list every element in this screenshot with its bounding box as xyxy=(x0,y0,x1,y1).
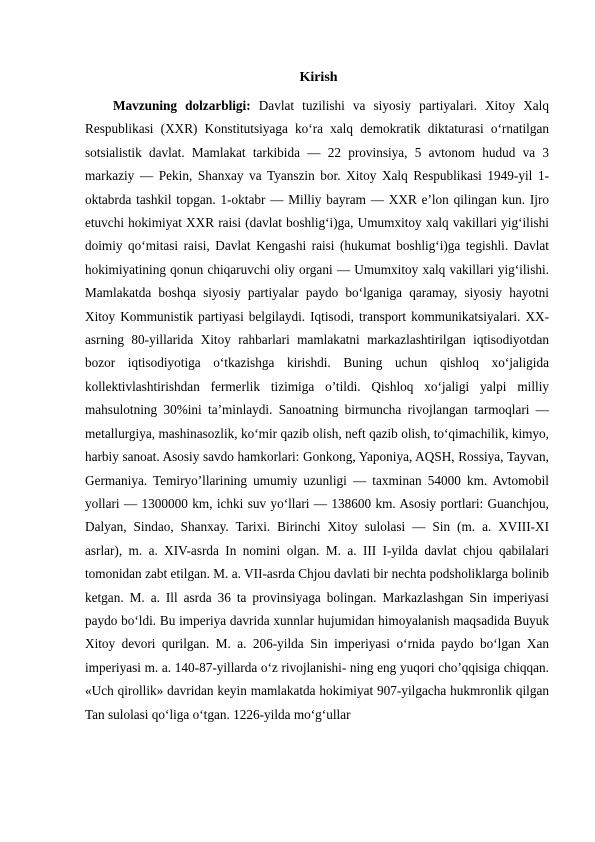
lead-label: Mavzuning dolzarbligi: xyxy=(113,98,251,113)
section-heading: Kirish xyxy=(299,70,338,85)
body-text: Davlat tuzilishi va siyosiy partiyalari. Xitoy Xalq Respublikasi (XXR) Konstitutsiyaga ko‘ra xalq demokratik diktaturasi o‘rnatilgan sotsialistik davlat. Mamlakat tarkibida — 22 provinsiya, 5 avtonom hudud va 3 markaziy — Pekin, Shanxay va Tyanszin bor. Xitoy Xalq Respublikasi 1949-yil 1-oktabrda tashkil topgan. 1-oktabr — Milliy bayram — XXR e’lon qilingan kun. Ijro etuvchi hokimiyat XXR raisi (davlat boshlig‘i)ga, Umumxitoy xalq vakillari yig‘ilishi doimiy qo‘mitasi raisi, Davlat Kengashi raisi (hukumat boshlig‘i)ga tegishli. Davlat hokimiyatining qonun chiqaruvchi oliy organi — Umumxitoy xalq vakillari yig‘ilishi. Mamlakatda boshqa siyosiy partiyalar paydo bo‘lganiga qaramay, siyosiy hayotni Xitoy Kommunistik partiyasi belgilaydi. Iqtisodi, transport kommunikatsiyalari. XX-asrning 80-yillarida Xitoy rahbarlari mamlakatni markazlashtirilgan iqtisodiyotdan bozor iqtisodiyotiga o‘tkazishga kirishdi. Buning uchun qishloq xo‘jaligida kollektivlashtirishdan fermerlik tizimiga o’tildi. Qishloq xo‘jaligi yalpi milliy mahsulotning 30%ini ta’minlaydi. Sanoatning birmuncha rivojlangan tarmoqlari — metallurgiya, mashinasozlik, ko‘mir qazib olish, neft qazib olish, to‘qimachilik, kimyo, harbiy sanoat. Asosiy savdo hamkorlari: Gonkong, Yaponiya, AQSH, Rossiya, Tayvan, Germaniya. Temiryo’llarining umumiy uzunligi — taxminan 54000 km. Avtomobil yollari — 1300000 km, ichki suv yo‘llari — 138600 km. Asosiy portlari: Guanchjou, Dalyan, Sindao, Shanxay. Tarixi. Birinchi Xitoy sulolasi — Sin (m. a. XVIII-XI asrlar), m. a. XIV-asrda In nomini olgan. M. a. III I-yilda davlat chjou qabilalari tomonidan zabt etilgan. M. a. VII-asrda Chjou davlati bir nechta podsholiklarga bolinib ketgan. M. a. Ill asrda 36 ta provinsiyaga bolingan. Markazlashgan Sin imperiyasi paydo bo‘ldi. Bu imperiya davrida xunnlar hujumidan himoyalanish maqsadida Buyuk Xitoy devori qurilgan. M. a. 206-yilda Sin imperiyasi o‘rnida paydo bo‘lgan Xan imperiyasi m. a. 140-87-yillarda o‘z rivojlanishi- ning eng yuqori cho’qqisiga chiqqan. «Uch qirollik» davridan keyin mamlakatda hokimiyat 907-yilgacha hukmronlik qilgan Tan sulolasi qo‘liga o‘tgan. 1226-yilda mo‘g‘ullar xyxy=(85,98,549,722)
body-paragraph xyxy=(85,94,549,726)
document-page xyxy=(85,66,549,726)
